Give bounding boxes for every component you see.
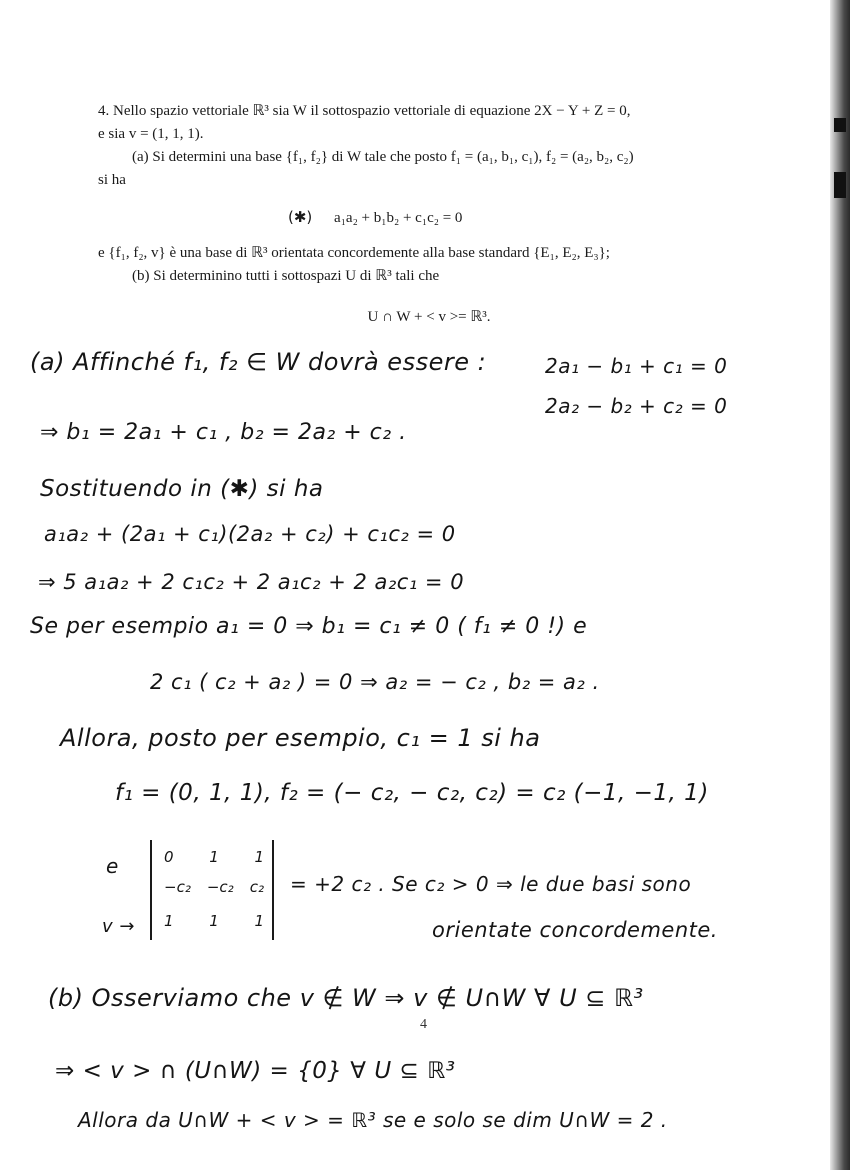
hand-line-13: (b) Osserviamo che v ∉ W ⇒ v ∉ U∩W ∀ U ⊆ ℝ³ <box>48 984 644 1012</box>
determinant-matrix <box>150 840 274 940</box>
hand-line-12: orientate concordemente. <box>432 918 718 942</box>
problem-line-2: e sia v = (1, 1, 1). <box>98 126 204 142</box>
hand-line-04: Sostituendo in (✱) si ha <box>40 476 324 502</box>
matrix-cell: 1 <box>254 912 264 930</box>
hand-eq-1: 2a₁ − b₁ + c₁ = 0 <box>545 354 728 378</box>
problem-line-1: 4. Nello spazio vettoriale ℝ³ sia W il sottospazio vettoriale di equazione 2X − Y + Z = 0, <box>98 103 631 119</box>
matrix-row-3 <box>164 912 264 930</box>
hand-line-08: 2 c₁ ( c₂ + a₂ ) = 0 ⇒ a₂ = − c₂ , b₂ = a₂ . <box>150 670 600 694</box>
page-number: 4 <box>420 1017 427 1032</box>
part-a-line-2: si ha <box>98 172 126 188</box>
hand-line-11: = +2 c₂ . Se c₂ > 0 ⇒ le due basi sono <box>290 872 692 896</box>
matrix-left-label-bottom: v → <box>102 916 135 937</box>
matrix-cell: 0 <box>164 848 174 866</box>
part-b-condition: U ∩ W + < v >= ℝ³. <box>367 309 491 325</box>
scan-edge-shadow <box>830 0 850 1170</box>
hand-line-01: (a) Affinché f₁, f₂ ∈ W dovrà essere : <box>30 348 487 376</box>
condition-formula: a₁a₂ + b₁b₂ + c₁c₂ = 0 <box>334 210 463 226</box>
hand-line-06: ⇒ 5 a₁a₂ + 2 c₁c₂ + 2 a₁c₂ + 2 a₂c₁ = 0 <box>38 570 465 594</box>
matrix-left-label-top: e <box>106 854 119 878</box>
scan-artifact <box>834 118 846 132</box>
matrix-row-1 <box>164 848 264 866</box>
condition-equation <box>98 206 760 230</box>
hand-line-05: a₁a₂ + (2a₁ + c₁)(2a₂ + c₂) + c₁c₂ = 0 <box>44 522 456 546</box>
part-a-line-3: e {f₁, f₂, v} è una base di ℝ³ orientata concordemente alla base standard {E₁, E₂, E₃}; <box>98 245 610 261</box>
matrix-cell: 1 <box>209 848 219 866</box>
hand-line-09: Allora, posto per esempio, c₁ = 1 si ha <box>60 724 541 752</box>
hand-eq-2: 2a₂ − b₂ + c₂ = 0 <box>545 394 728 418</box>
matrix-row-2 <box>164 878 264 896</box>
matrix-cell: −c₂ <box>206 878 234 896</box>
hand-line-15: Allora da U∩W + < v > = ℝ³ se e solo se dim U∩W = 2 . <box>78 1108 668 1132</box>
hand-line-07: Se per esempio a₁ = 0 ⇒ b₁ = c₁ ≠ 0 ( f₁ ≠ 0 !) e <box>30 614 588 639</box>
matrix-cell: 1 <box>209 912 219 930</box>
matrix-cell: −c₂ <box>164 878 191 896</box>
matrix-cell: 1 <box>254 848 264 866</box>
hand-line-10: f₁ = (0, 1, 1), f₂ = (− c₂, − c₂, c₂) = c₂ (−1, −1, 1) <box>115 780 709 806</box>
hand-line-14: ⇒ < v > ∩ (U∩W) = {0} ∀ U ⊆ ℝ³ <box>55 1058 456 1084</box>
part-a-line-1: (a) Si determini una base {f₁, f₂} di W tale che posto f₁ = (a₁, b₁, c₁), f₂ = (a₂, b₂, c₂) <box>132 149 634 165</box>
problem-statement <box>98 100 760 329</box>
star-label: (✱) <box>288 208 313 226</box>
matrix-cell: c₂ <box>249 878 264 896</box>
matrix-cell: 1 <box>164 912 174 930</box>
hand-line-03: ⇒ b₁ = 2a₁ + c₁ , b₂ = 2a₂ + c₂ . <box>40 420 407 445</box>
part-b-line-1: (b) Si determinino tutti i sottospazi U di ℝ³ tali che <box>132 268 440 284</box>
scan-artifact <box>834 172 846 198</box>
